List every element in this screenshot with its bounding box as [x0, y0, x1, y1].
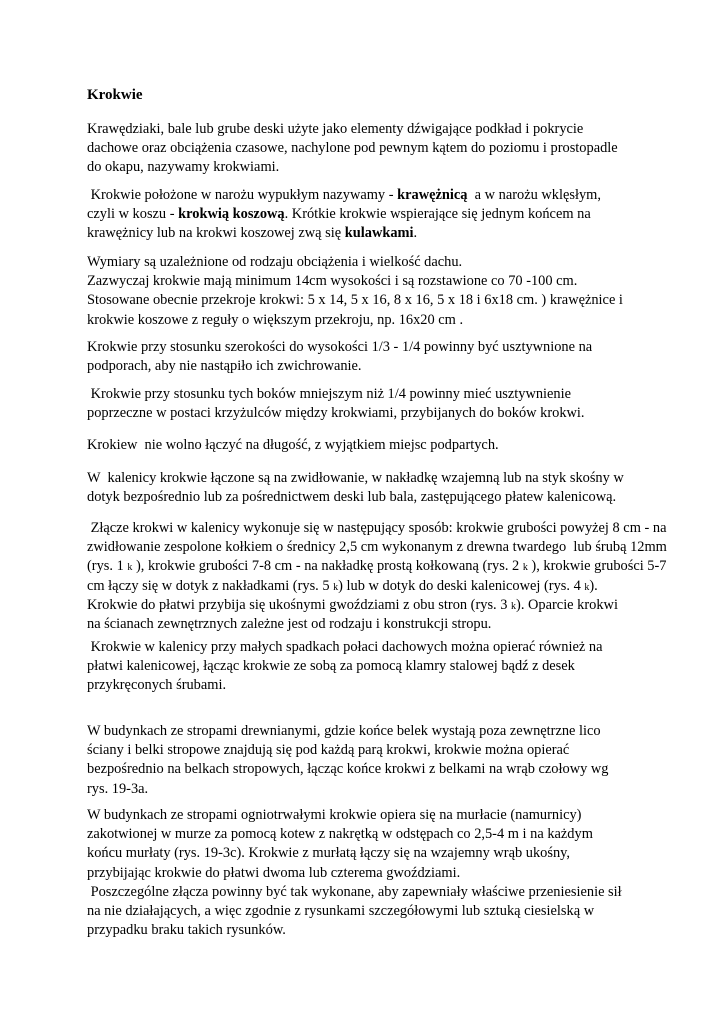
- text-line: Stosowane obecnie przekroje krokwi: 5 x 14, 5 x 16, 8 x 16, 5 x 18 i 6x18 cm. ) krawężnice i: [87, 292, 623, 309]
- text-line: poprzeczne w postaci krzyżulców między krokwiami, przybijanych do boków krokwi.: [87, 405, 585, 422]
- paragraph-joining: [87, 436, 499, 455]
- text-line: na nie działających, a więc zgodnie z rysunkami szczegółowymi lub sztuką ciesielską w: [87, 902, 595, 919]
- figure-suffix: k: [127, 562, 133, 574]
- paragraph-ridge-method: [87, 519, 667, 634]
- text-line: dotyk bezpośrednio lub za pośrednictwem deski lub bala, zastępującego płatew kalenicową.: [87, 489, 617, 506]
- text-line: zakotwionej w murze za pomocą kotew z nakrętką w odstępach co 2,5-4 m i na każdym: [87, 826, 593, 843]
- text-line: [87, 186, 601, 205]
- text-line: krokwie koszowe z reguły o większym przekroju, np. 16x20 cm .: [87, 311, 464, 328]
- text-run: . Krótkie krokwie wspierające się jednym końcem na: [284, 206, 591, 223]
- text-run: (rys. 1: [87, 558, 128, 575]
- text-line: dachowe oraz obciążenia czasowe, nachylone pod pewnym kątem do poziomu i prostopadle: [87, 140, 618, 157]
- text-line: W budynkach ze stropami drewnianymi, gdzie końce belek wystają poza zewnętrzne lico: [87, 723, 601, 739]
- text-line: Zazwyczaj krokwie mają minimum 14cm wysokości i są rozstawione co 70 -100 cm.: [87, 273, 578, 290]
- paragraph-definition: [87, 120, 618, 178]
- text-line: płatwi kalenicowej, łącząc krokwie ze sobą za pomocą klamry stalowej bądź z desek: [87, 658, 575, 675]
- text-line: [87, 205, 601, 224]
- term-krokiew-koszowa: krokwią koszową: [178, 206, 285, 223]
- text-line: Krokwie przy stosunku szerokości do wysokości 1/3 - 1/4 powinny być usztywnione na: [87, 339, 593, 355]
- figure-suffix: k: [584, 581, 590, 593]
- term-kraweznica: krawężnicą: [397, 187, 468, 203]
- text-line: Krawędziaki, bale lub grube deski użyte jako elementy dźwigające podkład i pokrycie: [87, 121, 584, 137]
- text-run: ), krokwie grubości 7-8 cm - na nakładkę prostą kołkowaną (rys. 2: [132, 558, 523, 575]
- document-title: Krokwie: [87, 87, 143, 103]
- paragraph-ridge-joints: [87, 469, 624, 507]
- text-run: ).: [589, 577, 598, 594]
- text-run: ) lub w dotyk do deski kalenicowej (rys. 4: [338, 577, 585, 594]
- term-kulawki: kulawkami: [344, 225, 414, 242]
- text-line: [87, 577, 667, 596]
- figure-suffix: k: [333, 581, 339, 593]
- text-line: Krokiew nie wolno łączyć na długość, z wyjątkiem miejsc podpartych.: [87, 437, 499, 453]
- paragraph-stiffening: [87, 338, 592, 376]
- text-run: ). Oparcie krokwi: [516, 596, 618, 613]
- text-line: W budynkach ze stropami ogniotrwałymi krokwie opiera się na murłacie (namurnicy): [87, 807, 582, 823]
- text-line: ściany i belki stropowe znajdują się pod każdą parą krokwi, krokwie można opierać: [87, 742, 570, 759]
- paragraph-naming: [87, 186, 601, 244]
- text-run: ), krokwie grubości 5-7: [527, 558, 667, 575]
- text-run: Krokwie do płatwi przybija się ukośnymi gwoździami z obu stron (rys. 3: [87, 596, 512, 613]
- text-run: .: [413, 225, 418, 242]
- text-line: [87, 596, 667, 615]
- text-line: końcu murłaty (rys. 19-3c). Krokwie z murłatą łączy się na wzajemny wrąb ukośny,: [87, 845, 570, 862]
- text-line: do okapu, nazywamy krokwiami.: [87, 159, 280, 176]
- text-line: podporach, aby nie nastąpiło ich zwichrowanie.: [87, 358, 362, 375]
- text-line: Krokwie w kalenicy przy małych spadkach połaci dachowych można opierać również na: [87, 639, 603, 655]
- paragraph-small-pitch: [87, 638, 602, 696]
- text-line: Poszczególne złącza powinny być tak wykonane, aby zapewniały właściwe przeniesienie sił: [87, 883, 622, 900]
- text-line: Wymiary są uzależnione od rodzaju obciążenia i wielkość dachu.: [87, 254, 463, 270]
- text-line: przykręconych śrubami.: [87, 677, 227, 694]
- text-line: przypadku braku takich rysunków.: [87, 922, 286, 939]
- text-line: zwidłowanie zespolone kołkiem o średnicy 2,5 cm wykonanym z drewna twardego lub śrubą 12mm: [87, 539, 667, 556]
- text-line: Krokwie przy stosunku tych boków mniejszym niż 1/4 powinny mieć usztywnienie: [87, 386, 572, 402]
- paragraph-dimensions: [87, 253, 623, 330]
- text-line: na ścianach zewnętrznych zależne jest od rodzaju i konstrukcji stropu.: [87, 615, 492, 632]
- text-run: krawężnicy lub na krokwi koszowej zwą się: [87, 225, 345, 242]
- text-line: przybijając krokwie do płatwi dwoma lub czterema gwoździami.: [87, 864, 461, 881]
- text-line: rys. 19-3a.: [87, 780, 149, 797]
- text-run: Krokwie położone w narożu wypukłym nazywamy -: [87, 187, 398, 203]
- paragraph-fireproof-floors: [87, 806, 622, 940]
- figure-suffix: k: [522, 562, 528, 574]
- text-line: [87, 557, 667, 576]
- text-run: cm łączy się w dotyk z nakładkami (rys. 5: [87, 577, 334, 594]
- paragraph-timber-floors: [87, 722, 608, 799]
- text-line: bezpośrednio na belkach stropowych, łącząc końce krokwi z belkami na wrąb czołowy wg: [87, 761, 609, 778]
- text-run: a w narożu wklęsłym,: [467, 187, 601, 203]
- text-line: Złącze krokwi w kalenicy wykonuje się w następujący sposób: krokwie grubości powyżej 8 cm - na: [87, 520, 667, 536]
- text-line: [87, 224, 601, 243]
- text-run: czyli w koszu -: [87, 206, 179, 223]
- text-line: W kalenicy krokwie łączone są na zwidłowanie, w nakładkę wzajemną lub na styk skośny w: [87, 470, 624, 486]
- paragraph-cross-bracing: [87, 385, 585, 423]
- figure-suffix: k: [511, 600, 517, 612]
